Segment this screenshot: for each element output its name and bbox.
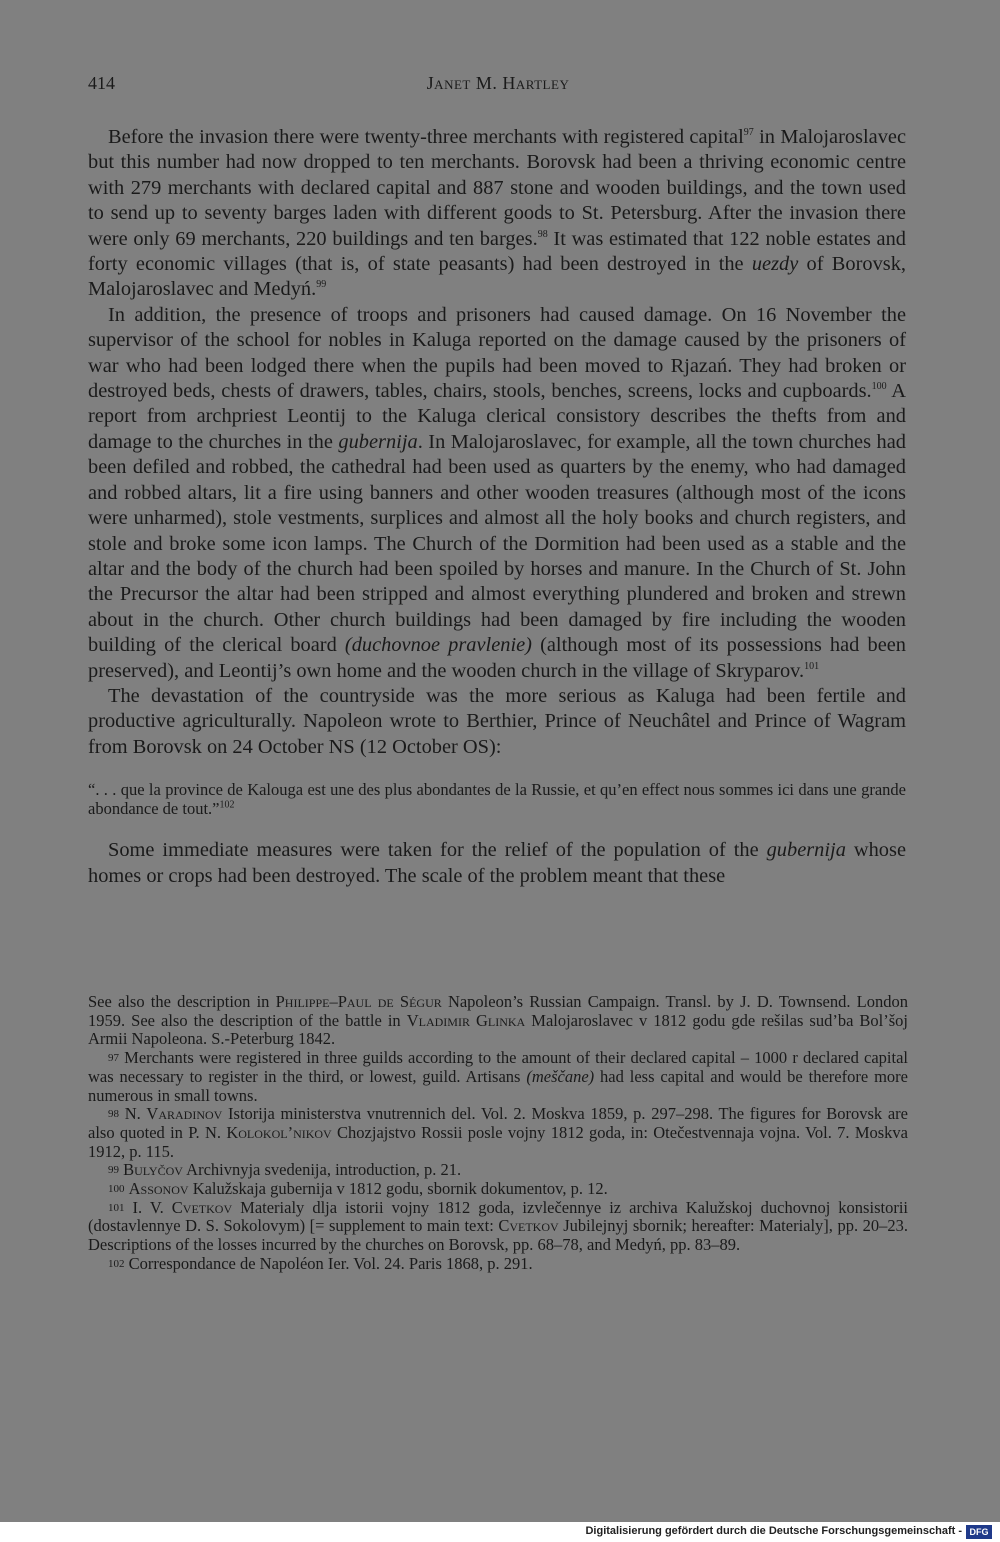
fn100-author: Assonov xyxy=(128,1179,189,1199)
p4-text-b: whose homes or crops had been destroyed. The scale of the problem meant that these xyxy=(88,839,906,887)
fn97-text-a: Merchants were registered in three guilds according to the amount of their declared capital – 1000 r declared capital was necessary to register in the third, or lowest, guild. Artisans xyxy=(88,1048,908,1086)
p2-text-c: . In Malojaroslavec, for example, all the town churches had been defiled and robbed, the cathedral had been used as quarters by the enemy, who had damaged and robbed altars, lit a fire using banners and other wooden treasures (although most of the icons were unharmed), stole vestments, surplices and almost all the holy books and church registers, and stole and broke some icon lamps. The Church of the Dormition had been used as a stable and the altar and the body of the church had been spoiled by horses and manure. In the Church of St. John the Precursor the altar had been stripped and almost everything plundered and broken and strewn about in the church. Other church buildings had been damaged by fire including the wooden building of the clerical board xyxy=(88,430,906,657)
p2-italic-gubernija: gubernija xyxy=(338,430,418,453)
paragraph-1 xyxy=(88,125,906,303)
p4-text-a: Some immediate measures were taken for the relief of the population of the xyxy=(108,839,767,862)
p1-text-d: of Borovsk, Malojaroslavec and Medyń. xyxy=(88,253,906,301)
fn98-author-varadinov: Varadinov xyxy=(146,1104,223,1124)
paragraph-4 xyxy=(88,838,906,889)
p1-italic-uezdy: uezdy xyxy=(751,253,799,276)
footer-credit: Digitalisierung gefördert durch die Deutsche Forschungsgemeinschaft - xyxy=(585,1525,962,1537)
body-text xyxy=(88,125,906,889)
fn-cont-author-glinka: Vladimir Glinka xyxy=(406,1010,526,1030)
footnote-ref-99: 99 xyxy=(316,279,327,291)
fn-cont-text-a: See also the description in xyxy=(88,992,276,1011)
block-quote xyxy=(88,780,906,818)
fn101-text-a: I. V. xyxy=(124,1197,172,1217)
footnote-102 xyxy=(88,1255,908,1274)
p1-text-b: in Malojaroslavec but this number had now dropped to ten merchants. Borovsk had been a thriving economic centre with 279 merchants with declared capital and 887 stone and wooden buildings, and the town used to send up to seventy barges laden with different goods to St. Petersburg. After the invasion there were only 69 merchants, 220 buildings and ten barges. xyxy=(88,126,907,250)
digitization-footer xyxy=(0,1522,1000,1542)
fn101-author-cvetkov-2: Cvetkov xyxy=(498,1216,559,1236)
footnote-number: 99 xyxy=(108,1164,119,1177)
footnote-97 xyxy=(88,1049,908,1105)
footnote-ref-97: 97 xyxy=(743,127,754,139)
fn98-text-a: N. xyxy=(119,1104,147,1124)
p4-italic-gubernija: gubernija xyxy=(766,839,846,862)
fn97-text-b: had less capital and would be therefore more numerous in small towns. xyxy=(88,1066,908,1105)
paragraph-3: The devastation of the countryside was the more serious as Kaluga had been fertile and productive agriculturally. Napoleon wrote to Berthier, Prince of Neuchâtel and Prince of Wagram from Borovsk on 24 October NS (12 October OS): xyxy=(88,684,906,758)
p2-text-a: In addition, the presence of troops and prisoners had caused damage. On 16 November the supervisor of the school for nobles in Kaluga reported on the damage caused by the prisoners of war who had been lodged there when the pupils had been moved to Rjazań. They had broken or destroyed beds, chests of drawers, tables, chairs, stools, benches, screens, locks and cupboards. xyxy=(88,303,906,403)
fn101-author-cvetkov: Cvetkov xyxy=(171,1197,233,1217)
footnote-99 xyxy=(88,1161,908,1180)
page-number: 414 xyxy=(88,73,115,93)
p2-text-b: A report from archpriest Leontij to the Kaluga clerical consistory describes the thefts from and damage to the churches in the xyxy=(88,380,906,453)
fn97-italic: (meščane) xyxy=(526,1066,595,1086)
fn99-author: Bulyčov xyxy=(123,1160,183,1180)
fn101-text-c: Jubilejnyj sbornik; hereafter: Materialy], pp. 20–23. Descriptions of the losses incurred by the churches on Borovsk, pp. 68–78, and Medyń, pp. 83–89. xyxy=(88,1216,908,1255)
footnote-continuation xyxy=(88,993,908,1049)
paragraph-2 xyxy=(88,303,906,684)
footnotes xyxy=(88,993,908,1274)
fn101-text-b: Materialy dlja istorii vojny 1812 goda, izvlečennye iz archiva Kalužskoj duchovnoj konsistorii (dostavlennye D. S. Sokolovym) [= supplement to main text: xyxy=(88,1197,908,1236)
footnote-98 xyxy=(88,1105,908,1161)
footnote-number: 98 xyxy=(108,1108,119,1121)
p1-text-c: It was estimated that 122 noble estates and forty economic villages (that is, of state peasants) had been destroyed in the xyxy=(88,227,906,276)
fn98-author-kolokolnikov: Kolokol’nikov xyxy=(226,1122,332,1142)
footnote-101 xyxy=(88,1199,908,1255)
footnote-number: 101 xyxy=(108,1201,125,1214)
footnote-ref-102: 102 xyxy=(219,799,235,811)
p2-italic-duchovnoe: (duchovnoe pravlenie) xyxy=(344,634,532,657)
fn-cont-text-b: Napoleon’s Russian Campaign. Transl. by J. D. Townsend. London 1959. See also the description of the battle in xyxy=(88,992,908,1030)
footnote-ref-98: 98 xyxy=(537,228,548,240)
fn98-text-b: Istorija ministerstva vnutrennich del. Vol. 2. Moskva 1859, p. 297–298. The figures for Borovsk are also quoted in P. N. xyxy=(88,1104,908,1142)
p1-text-a: Before the invasion there were twenty-three merchants with registered capital xyxy=(108,126,744,148)
dfg-logo-icon: DFG xyxy=(966,1525,992,1539)
fn-cont-text-c: Malojaroslavec v 1812 godu gde rešilas sud’ba Bol’šoj Armii Napoleona. S.-Peterburg 1842. xyxy=(88,1010,909,1049)
footnote-number: 100 xyxy=(108,1183,125,1196)
footnote-ref-101: 101 xyxy=(804,660,820,672)
fn102-text: Correspondance de Napoléon Ier. Vol. 24. Paris 1868, p. 291. xyxy=(124,1253,533,1273)
footnote-100 xyxy=(88,1180,908,1199)
p2-text-d: (although most of its possessions had been preserved), and Leontij’s own home and the wooden church in the village of Skryparov. xyxy=(88,634,906,682)
fn-cont-author-segur: Philippe–Paul de Ségur xyxy=(275,992,442,1011)
footnote-number: 102 xyxy=(108,1257,125,1270)
fn98-text-c: Chozjajstvo Rossii posle vojny 1812 goda, in: Otečestvennaja vojna. Vol. 7. Moskva 1912, p. 115. xyxy=(88,1122,908,1161)
running-head: Janet M. Hartley xyxy=(426,73,570,93)
page-header xyxy=(88,73,908,103)
quote-text: “. . . que la province de Kalouga est une des plus abondantes de la Russie, et qu’en effect nous sommes ici dans une grande abondance de tout.” xyxy=(88,780,906,819)
fn99-text: Archivnyja svedenija, introduction, p. 21. xyxy=(182,1160,462,1180)
footnote-number: 97 xyxy=(108,1052,119,1065)
fn100-text: Kalužskaja gubernija v 1812 godu, sbornik dokumentov, p. 12. xyxy=(188,1179,608,1199)
footnote-ref-100: 100 xyxy=(871,381,887,393)
